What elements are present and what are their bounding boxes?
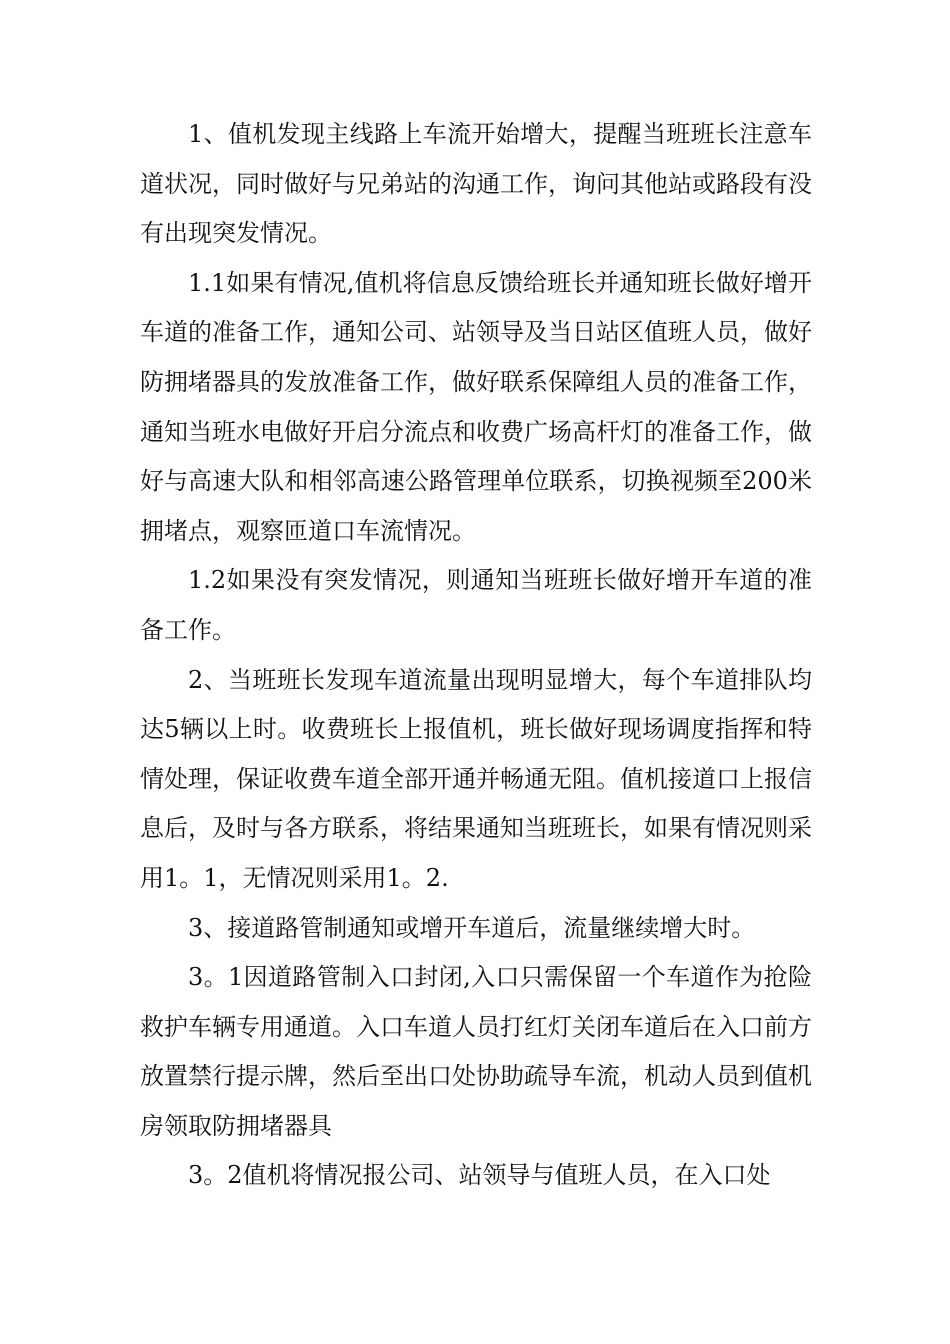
paragraph-1: 1、值机发现主线路上车流开始增大，提醒当班班长注意车道状况，同时做好与兄弟站的沟通工作，询问其他站或路段有没有出现突发情况。: [140, 120, 812, 248]
paragraph-3: 3、接道路管制通知或增开车道后，流量继续增大时。: [188, 913, 756, 942]
paragraph-3-2: 3。2值机将情况报公司、站领导与值班人员，在入口处: [188, 1161, 771, 1190]
paragraph-1-2: 1.2如果没有突发情况，则通知当班班长做好增开车道的准备工作。: [140, 566, 812, 644]
paragraph-2: 2、当班班长发现车道流量出现明显增大，每个车道排队均达5辆以上时。收费班长上报值机，班长做好现场调度指挥和特情处理，保证收费车道全部开通并畅通无阻。值机接道口上报信息后，及时与各方联系，将结果通知当班班长，如果有情况则采用1。1，无情况则采用1。2.: [140, 665, 812, 892]
paragraph-1-1: 1.1如果有情况,值机将信息反馈给班长并通知班长做好增开车道的准备工作，通知公司、站领导及当日站区值班人员，做好防拥堵器具的发放准备工作，做好联系保障组人员的准备工作，通知当班水电做好开启分流点和收费广场高杆灯的准备工作，做好与高速大队和相邻高速公路管理单位联系，切换视频至200米拥堵点，观察匝道口车流情况。: [140, 268, 812, 545]
paragraph-3-1: 3。1因道路管制入口封闭,入口只需保留一个车道作为抢险救护车辆专用通道。入口车道人员打红灯关闭车道后在入口前方放置禁行提示牌，然后至出口处协助疏导车流，机动人员到值机房领取防拥堵器具: [140, 963, 812, 1140]
document-body: [140, 110, 812, 1201]
